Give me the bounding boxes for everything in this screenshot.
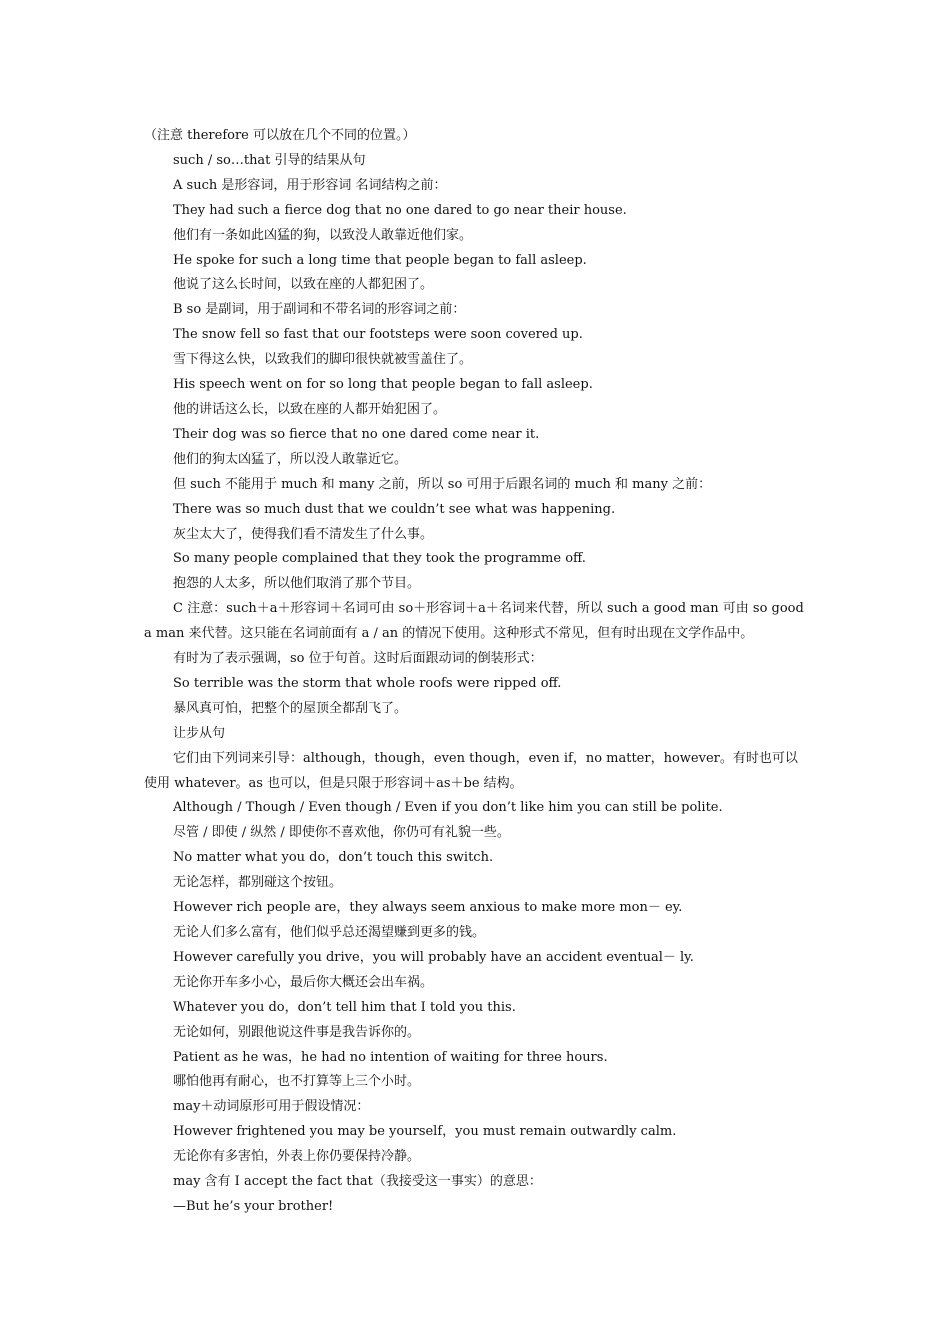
example-zh: 他说了这么长时间，以致在座的人都犯困了。 bbox=[173, 277, 434, 293]
note-therefore: （注意 therefore 可以放在几个不同的位置。） bbox=[144, 128, 416, 143]
example-en: They had such a fierce dog that no one dared to go near their house. bbox=[173, 202, 627, 218]
heading-result-clause: such / so…that 引导的结果从句 bbox=[173, 152, 366, 168]
example-en: Whatever you do，don’t tell him that I told you this. bbox=[173, 999, 516, 1015]
example-en: His speech went on for so long that people began to fall asleep. bbox=[173, 377, 593, 393]
example-zh: 他的讲话这么长，以致在座的人都开始犯困了。 bbox=[173, 401, 447, 417]
rule-a-such: A such 是形容词，用于形容词 名词结构之前： bbox=[173, 177, 447, 193]
example-zh: 无论你开车多小心，最后你大概还会出车祸。 bbox=[173, 974, 434, 990]
example-zh: 他们有一条如此凶猛的狗，以致没人敢靠近他们家。 bbox=[173, 227, 473, 243]
example-en: Although / Though / Even though / Even if you don’t like him you can still be polite. bbox=[173, 800, 723, 816]
example-zh: 无论如何，别跟他说这件事是我告诉你的。 bbox=[173, 1024, 421, 1040]
example-zh: 他们的狗太凶猛了，所以没人敢靠近它。 bbox=[173, 451, 408, 467]
example-en: No matter what you do，don’t touch this switch. bbox=[173, 850, 494, 866]
example-en: So many people complained that they took the programme off. bbox=[173, 551, 586, 567]
rule-c-note: C 注意：such＋a＋形容词＋名词可由 so＋形容词＋a＋名词来代替，所以 such a good man 可由 so good a man 来代替。这只能在名词前面有 a / an 的情况下使用。这种形式不常见，但有时出现在文学作品中。 bbox=[144, 601, 808, 642]
example-en: Patient as he was，he had no intention of waiting for three hours. bbox=[173, 1049, 608, 1065]
example-zh: 哪怕他再有耐心，也不打算等上三个小时。 bbox=[173, 1074, 421, 1090]
heading-concession-clause: 让步从句 bbox=[173, 725, 226, 741]
example-en: The snow fell so fast that our footsteps were soon covered up. bbox=[173, 327, 583, 343]
example-en: However carefully you drive，you will probably have an accident eventual－ ly. bbox=[173, 949, 694, 965]
example-en: However rich people are，they always seem anxious to make more mon－ ey. bbox=[173, 900, 683, 916]
example-en: He spoke for such a long time that people began to fall asleep. bbox=[173, 252, 587, 268]
rule-b-so: B so 是副词，用于副词和不带名词的形容词之前： bbox=[173, 302, 466, 318]
example-zh: 灰尘太大了，使得我们看不清发生了什么事。 bbox=[173, 526, 434, 542]
rule-may-meaning: may 含有 I accept the fact that（我接受这一事实）的意思： bbox=[173, 1174, 542, 1190]
rule-may-verb: may＋动词原形可用于假设情况： bbox=[173, 1099, 370, 1115]
example-zh: 无论你有多害怕，外表上你仍要保持冷静。 bbox=[173, 1149, 421, 1165]
example-en: —But he’s your brother! bbox=[173, 1198, 334, 1214]
example-zh: 无论人们多么富有，他们似乎总还渴望赚到更多的钱。 bbox=[173, 925, 486, 940]
rule-concession-intro: 它们由下列词来引导：although，though，even though，even if，no matter，however。有时也可以使用 whatever。as 也可以，但是只限于形容词＋as＋be 结构。 bbox=[144, 750, 798, 791]
example-zh: 抱怨的人太多，所以他们取消了那个节目。 bbox=[173, 576, 421, 592]
rule-much-many: 但 such 不能用于 much 和 many 之前，所以 so 可用于后跟名词的 much 和 many 之前： bbox=[173, 476, 712, 492]
example-zh: 无论怎样，都别碰这个按钮。 bbox=[173, 875, 343, 891]
example-en: There was so much dust that we couldn’t see what was happening. bbox=[173, 501, 616, 517]
example-en: However frightened you may be yourself，you must remain outwardly calm. bbox=[173, 1124, 677, 1140]
example-zh: 暴风真可怕，把整个的屋顶全都刮飞了。 bbox=[173, 700, 408, 716]
document-body bbox=[144, 124, 808, 1220]
example-zh: 雪下得这么快，以致我们的脚印很快就被雪盖住了。 bbox=[173, 352, 473, 368]
example-en: So terrible was the storm that whole roofs were ripped off. bbox=[173, 675, 562, 691]
example-en: Their dog was so fierce that no one dared come near it. bbox=[173, 426, 540, 442]
example-zh: 尽管 / 即使 / 纵然 / 即使你不喜欢他，你仍可有礼貌一些。 bbox=[173, 825, 510, 841]
rule-inversion: 有时为了表示强调，so 位于句首。这时后面跟动词的倒装形式： bbox=[173, 651, 543, 667]
